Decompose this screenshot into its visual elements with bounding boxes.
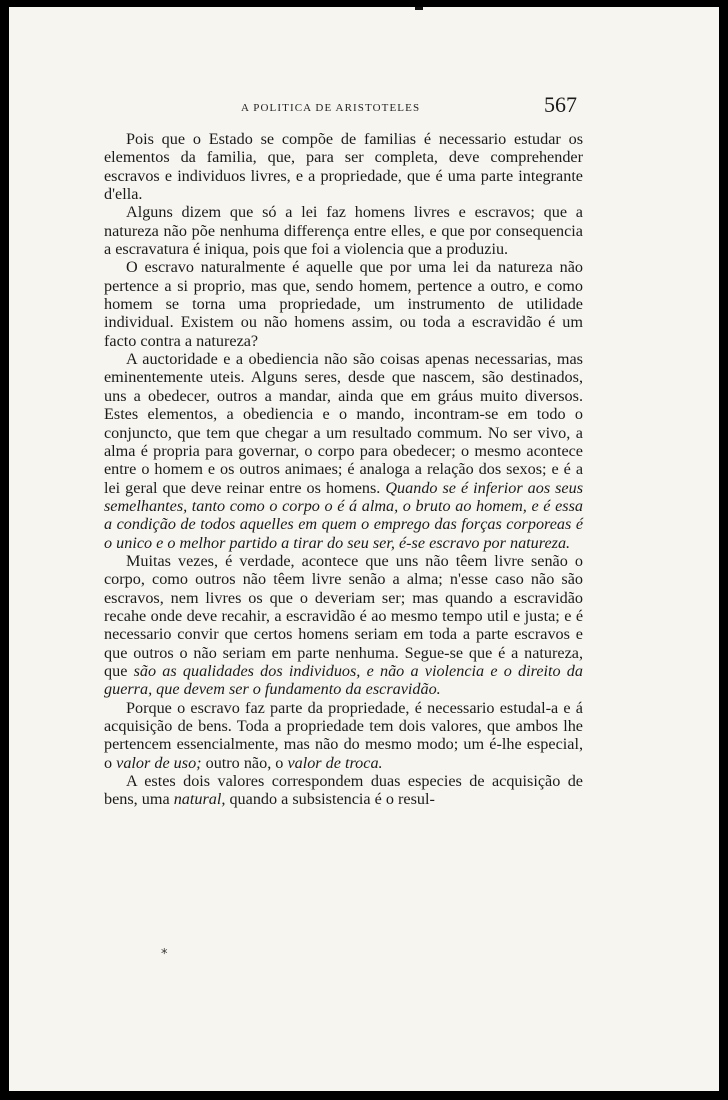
paragraph-1-text: Pois que o Estado se compõe de familias é necessario estudar os elementos da familia, que, para ser completa, deve comprehender escravos e individuos livres, e a propriedade, que é uma parte integrante d'ella. [104,130,583,204]
paragraph-7-middle: quando a subsistencia é o resul- [229,790,435,809]
paragraph-6 [104,699,583,772]
running-header [9,92,719,122]
paragraph-1 [104,130,583,203]
paragraph-4-text: A auctoridade e a obediencia não são coisas apenas necessarias, mas eminentemente uteis. Alguns seres, desde que nascem, são destinados, uns a obedecer, outros a mandar, ainda que em gráus muito diversos. Estes elementos, a obediencia e o mando, incontram-se em todo o conjuncto, que tem que chegar a um resultado commum. No ser vivo, a alma é propria para governar, o corpo para obedecer; o mesmo acontece entre o homem e os outros animaes; é analoga a relação dos sexos; e é a lei geral que deve reinar entre os homens. [104,350,583,497]
paragraph-5-text: Muitas vezes, é verdade, acontece que uns não têem livre senão o corpo, como outros não têem livre senão a alma; n'esse caso não são escravos, nem livres os que o deveriam ser; mas quando a escravidão recahe onde deve recahir, a escravidão é ao mesmo tempo util e justa; e é necessario convir que certos homens seriam em toda a parte escravos e que outros o não seriam em parte nenhuma. Segue-se que é a natureza, que [104,551,583,680]
body-text [104,130,583,809]
scan-edge-mark [415,7,423,10]
paragraph-3-text: O escravo naturalmente é aquelle que por uma lei da natureza não pertence a si proprio, mas que, sendo homem, pertence a outro, e como homem se torna uma propriedade, um instrumento de utilidade individual. Existem ou não homens assim, ou toda a escravidão é um facto contra a natureza? [104,258,583,350]
book-page [9,7,719,1091]
paragraph-6-italic-2: valor de troca. [287,753,383,772]
paragraph-7-text: A estes dois valores correspondem duas especies de acquisição de bens, uma [104,772,583,809]
paragraph-5-italic: são as qualidades dos individuos, e não a violencia e o direito da guerra, que devem ser o fundamento da escravidão. [104,661,583,699]
paragraph-3 [104,258,583,350]
signature-mark: * [161,947,168,962]
page-number: 567 [544,92,577,117]
paragraph-6-middle: outro não, o [205,753,284,772]
paragraph-2 [104,203,583,258]
paragraph-7-italic: natural, [173,790,226,809]
paragraph-6-italic: valor de uso; [116,753,202,772]
paragraph-4-italic: Quando se é inferior aos seus semelhantes, tanto como o corpo o é á alma, o bruto ao homem, e é essa a condição de todos aquelles em quem o emprego das forças corporeas é o unico e o melhor partido a tirar do seu ser, é-se escravo por natureza. [104,478,583,552]
paragraph-2-text: Alguns dizem que só a lei faz homens livres e escravos; que a natureza não põe nenhuma differença entre elles, e que por consequencia a escravatura é iniqua, pois que foi a violencia que a produziu. [104,203,583,259]
paragraph-5 [104,552,583,699]
paragraph-6-text: Porque o escravo faz parte da propriedade, é necessario estudal-a e á acquisição de bens. Toda a propriedade tem dois valores, que ambos lhe pertencem essencialmente, mas não do mesmo modo; um é-lhe especial, o [104,698,583,772]
running-title: A POLITICA DE ARISTOTELES [241,102,421,114]
paragraph-4 [104,350,583,552]
paragraph-7 [104,772,583,809]
